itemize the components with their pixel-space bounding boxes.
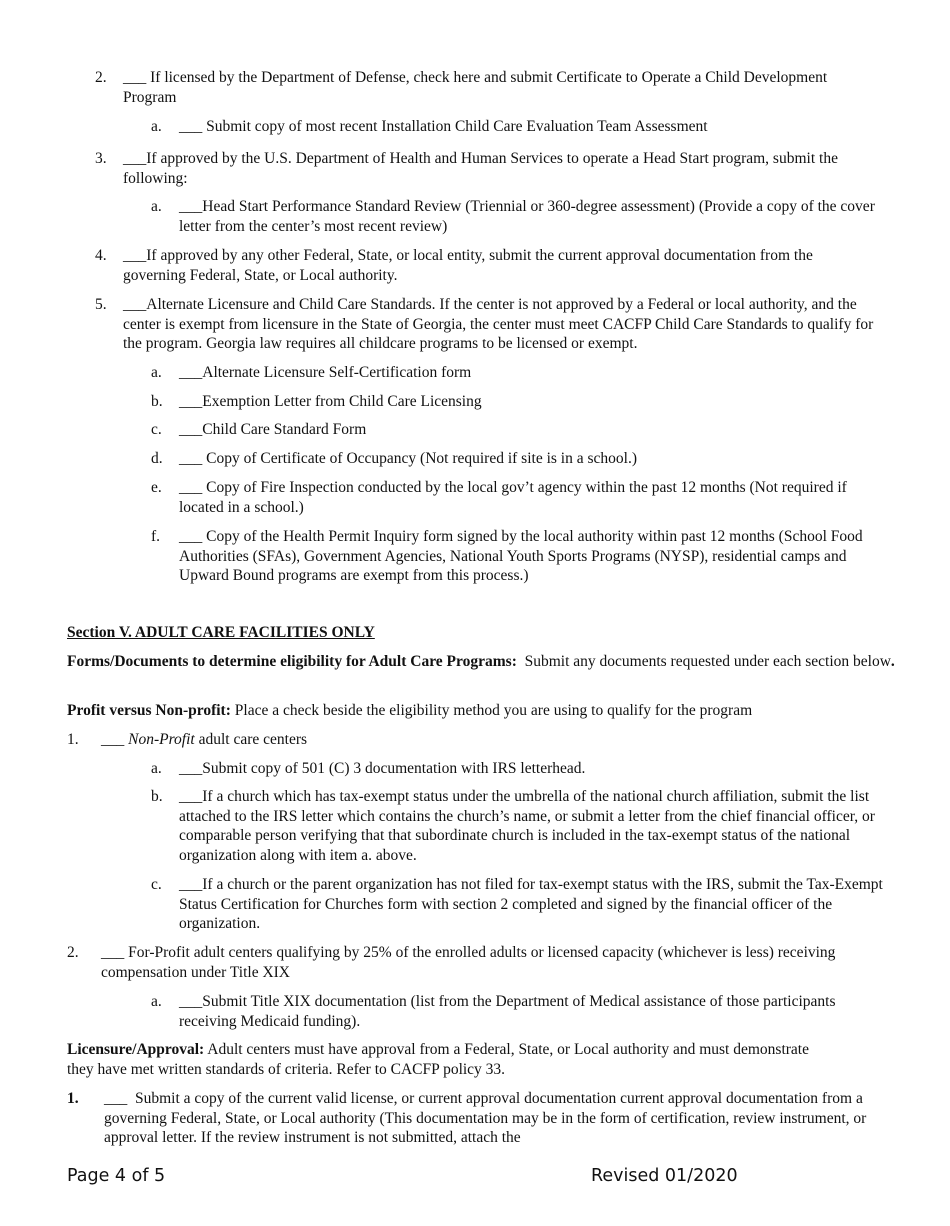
list-item-text: ___ Copy of Certificate of Occupancy (Not required if site is in a school.) <box>179 450 637 467</box>
blank: ___ <box>104 1090 128 1107</box>
list-item-text: ___If approved by the U.S. Department of Health and Human Services to operate a Head Start program, submit the following: <box>123 150 838 187</box>
list-item-text: ___Alternate Licensure Self-Certification form <box>179 364 472 381</box>
list-number: 4. <box>95 247 107 264</box>
nonprofit-label: Non-Profit <box>128 731 195 748</box>
list-number: 1. <box>67 1090 79 1107</box>
licensure-text: Adult centers must have approval from a Federal, State, or Local authority and must demonstrate they have met written standards of criteria. Refer to CACFP policy 33. <box>67 1041 809 1078</box>
list-item-text: ___Submit Title XIX documentation (list from the Department of Medical assistance of those participants receiving Medicaid funding). <box>179 993 836 1030</box>
list-letter: e. <box>151 479 162 496</box>
list-item-text: ___ For-Profit adult centers qualifying by 25% of the enrolled adults or licensed capacity (whichever is less) receiving compensation under Title XIX <box>101 944 836 981</box>
list-letter: f. <box>151 528 161 545</box>
list-number: 3. <box>95 150 107 167</box>
revision-date: Revised 01/2020 <box>591 1166 738 1186</box>
nonprofit-rest: adult care centers <box>198 731 308 748</box>
list-item-text: ___If a church or the parent organization has not filed for tax-exempt status with the IRS, submit the Tax-Exempt Status Certification for Churches form with section 2 completed and signed by the financial officer of the organization. <box>179 876 883 932</box>
blank: ___ <box>101 731 125 748</box>
profit-label: Profit versus Non-profit: <box>67 702 231 719</box>
list-number: 5. <box>95 296 107 313</box>
list-letter: a. <box>151 118 162 135</box>
list-item-text: ___If a church which has tax-exempt status under the umbrella of the national church affiliation, submit the list attached to the IRS letter which contains the church’s name, or submit a letter from the chief financial officer, or comparable person verifying that that subordinate church is included in the tax-exempt status of the national organization along with item a. above. <box>179 788 875 864</box>
list-letter: a. <box>151 198 162 215</box>
profit-paragraph <box>67 701 897 721</box>
licensure-paragraph <box>67 1040 817 1079</box>
forms-text: Submit any documents requested under each section below <box>524 653 891 670</box>
list-letter: c. <box>151 421 162 438</box>
list-item-text: Submit a copy of the current valid license, or current approval documentation current approval documentation from a governing Federal, State, or Local authority (This documentation may be in the form of certification, review instrument, or approval letter. If the review instrument is not submitted, attach the <box>104 1090 867 1146</box>
list-item-text: ___ Copy of the Health Permit Inquiry form signed by the local authority within past 12 months (School Food Authorities (SFAs), Government Agencies, National Youth Sports Programs (NYSP), residential camps and Upward Bound programs are exempt from this process.) <box>179 528 863 584</box>
forms-label: Forms/Documents to determine eligibility for Adult Care Programs: <box>67 653 517 670</box>
list-item-text: ___Head Start Performance Standard Review (Triennial or 360-degree assessment) (Provide a copy of the cover letter from the center’s most recent review) <box>179 198 875 235</box>
list-item-text: ___ If licensed by the Department of Defense, check here and submit Certificate to Operate a Child Development Program <box>123 69 828 106</box>
list-letter: b. <box>151 393 163 410</box>
list-letter: b. <box>151 788 163 805</box>
list-item-text: ___If approved by any other Federal, State, or local entity, submit the current approval documentation from the governing Federal, State, or Local authority. <box>123 247 813 284</box>
list-item-text <box>101 730 307 750</box>
list-letter: a. <box>151 993 162 1010</box>
list-item-text: ___Child Care Standard Form <box>179 421 367 438</box>
list-item-text: ___ Copy of Fire Inspection conducted by the local gov’t agency within the past 12 months (Not required if located in a school.) <box>179 479 847 516</box>
list-letter: d. <box>151 450 163 467</box>
list-item-text: ___Submit copy of 501 (C) 3 documentation with IRS letterhead. <box>179 760 586 777</box>
forms-end: . <box>890 653 895 670</box>
list-item-text: ___Alternate Licensure and Child Care Standards. If the center is not approved by a Federal or local authority, and the center is exempt from licensure in the State of Georgia, the center must meet CACFP Child Care Standards to qualify for the program. Georgia law requires all childcare programs to be licensed or exempt. <box>123 296 874 352</box>
section-heading: Section V. ADULT CARE FACILITIES ONLY <box>67 624 375 641</box>
list-item-text: ___Exemption Letter from Child Care Licensing <box>179 393 482 410</box>
list-item-text: ___ Submit copy of most recent Installation Child Care Evaluation Team Assessment <box>179 118 708 135</box>
list-number: 2. <box>67 944 79 961</box>
list-number: 2. <box>95 69 107 86</box>
page-number: Page 4 of 5 <box>67 1166 166 1186</box>
list-number: 1. <box>67 731 79 748</box>
list-letter: c. <box>151 876 162 893</box>
forms-paragraph <box>67 652 897 672</box>
list-letter: a. <box>151 364 162 381</box>
profit-text: Place a check beside the eligibility method you are using to qualify for the program <box>234 702 753 719</box>
licensure-label: Licensure/Approval: <box>67 1041 205 1058</box>
list-letter: a. <box>151 760 162 777</box>
